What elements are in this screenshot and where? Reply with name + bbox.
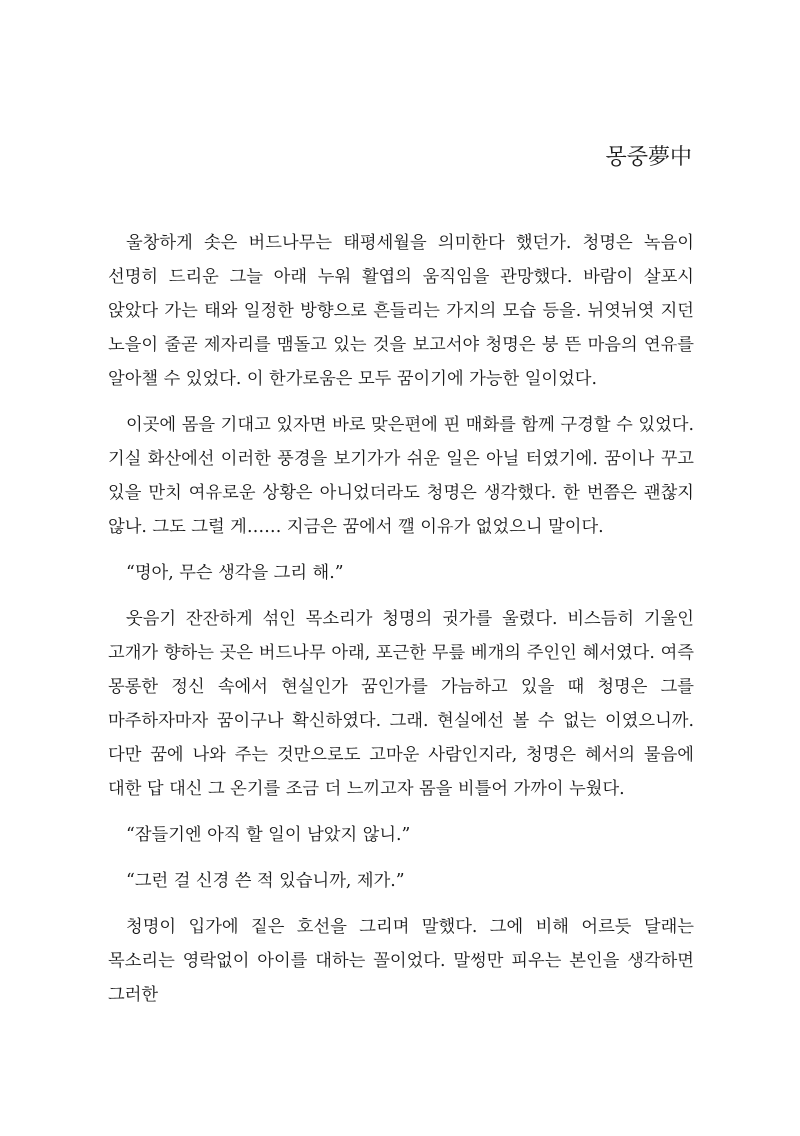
dialogue-line: “잠들기엔 아직 할 일이 남았지 않니.” <box>126 825 411 845</box>
paragraph: 이곳에 몸을 기대고 있자면 바로 맞은편에 핀 매화를 함께 구경할 수 있었다. 기실 화산에선 이러한 풍경을 보기가가 쉬운 일은 아닐 터였기에. 꿈이나 꾸고 있을 만치 여유로운 상황은 아니었더라도 청명은 생각했다. 한 번쯤은 괜찮지 않나. 그도 그럴 게…… 지금은 꿈에서 깰 이유가 없었으니 말이다. <box>108 415 694 537</box>
paragraph: 청명이 입가에 짙은 호선을 그리며 말했다. 그에 비해 어르듯 달래는 목소리는 영락없이 아이를 대하는 꼴이었다. 말썽만 피우는 본인을 생각하면 그러한 <box>108 917 694 1005</box>
dialogue-line: “명아, 무슨 생각을 그리 해.” <box>126 563 344 583</box>
paragraph: 웃음기 잔잔하게 섞인 목소리가 청명의 귓가를 울렸다. 비스듬히 기울인 고개가 향하는 곳은 버드나무 아래, 포근한 무릎 베개의 주인인 혜서였다. 여즉 몽롱한 정신 속에서 현실인가 꿈인가를 가늠하고 있을 때 청명은 그를 마주하자마자 꿈이구나 확신하였다. 그래. 현실에선 볼 수 없는 이였으니까. 다만 꿈에 나와 주는 것만으로도 고마운 사람인지라, 청명은 혜서의 물음에 대한 답 대신 그 온기를 조금 더 느끼고자 몸을 비틀어 가까이 누웠다. <box>108 609 694 799</box>
paragraph: 울창하게 솟은 버드나무는 태평세월을 의미한다 했던가. 청명은 녹음이 선명히 드리운 그늘 아래 누워 활엽의 움직임을 관망했다. 바람이 살포시 앉았다 가는 태와 일정한 방향으로 흔들리는 가지의 모습 등을. 뉘엿뉘엿 지던 노을이 줄곧 제자리를 맴돌고 있는 것을 보고서야 청명은 붕 뜬 마음의 연유를 알아챌 수 있었다. 이 한가로움은 모두 꿈이기에 가능한 일이었다. <box>108 233 694 389</box>
body-text <box>108 226 694 1024</box>
chapter-title: 몽중夢中 <box>605 145 692 170</box>
dialogue-line: “그런 걸 신경 쓴 적 있습니까, 제가.” <box>126 871 405 891</box>
